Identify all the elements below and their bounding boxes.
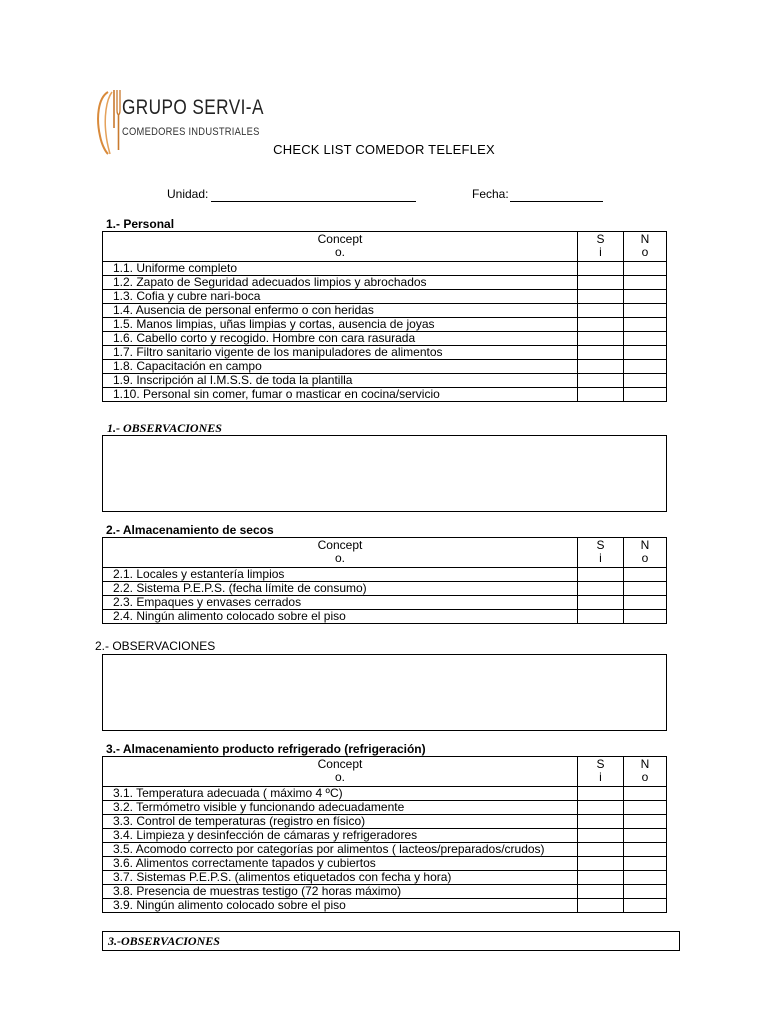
no-cell[interactable] bbox=[624, 290, 667, 304]
no-cell[interactable] bbox=[624, 388, 667, 402]
item-text: 1.6. Cabello corto y recogido. Hombre con cara rasurada bbox=[103, 332, 578, 346]
section-2-title: 2.- Almacenamiento de secos bbox=[106, 523, 274, 537]
table-row bbox=[103, 360, 667, 374]
table-row bbox=[103, 857, 667, 871]
no-cell[interactable] bbox=[624, 610, 667, 624]
si-cell[interactable] bbox=[578, 290, 624, 304]
table-row bbox=[103, 829, 667, 843]
table-row bbox=[103, 787, 667, 801]
si-cell[interactable] bbox=[578, 374, 624, 388]
no-cell[interactable] bbox=[624, 857, 667, 871]
table-row bbox=[103, 871, 667, 885]
no-cell[interactable] bbox=[624, 801, 667, 815]
item-text: 2.4. Ningún alimento colocado sobre el piso bbox=[103, 610, 578, 624]
no-cell[interactable] bbox=[624, 318, 667, 332]
item-text: 1.5. Manos limpias, uñas limpias y cortas, ausencia de joyas bbox=[103, 318, 578, 332]
table-row bbox=[103, 596, 667, 610]
si-cell[interactable] bbox=[578, 318, 624, 332]
table-row bbox=[103, 885, 667, 899]
section-3-observations-box[interactable] bbox=[102, 931, 680, 951]
section-2-table bbox=[102, 537, 667, 624]
item-text: 1.2. Zapato de Seguridad adecuados limpios y abrochados bbox=[103, 276, 578, 290]
logo-title: GRUPO SERVI-A bbox=[122, 96, 264, 119]
table-row bbox=[103, 568, 667, 582]
si-cell[interactable] bbox=[578, 829, 624, 843]
item-text: 1.7. Filtro sanitario vigente de los manipuladores de alimentos bbox=[103, 346, 578, 360]
item-text: 1.4. Ausencia de personal enfermo o con heridas bbox=[103, 304, 578, 318]
table-row bbox=[103, 843, 667, 857]
section-2-observations-label: 2.- OBSERVACIONES bbox=[95, 639, 216, 653]
item-text: 1.1. Uniforme completo bbox=[103, 262, 578, 276]
si-cell[interactable] bbox=[578, 346, 624, 360]
si-header: S i bbox=[578, 538, 624, 568]
no-cell[interactable] bbox=[624, 787, 667, 801]
section-1-table bbox=[102, 231, 667, 402]
table-row bbox=[103, 262, 667, 276]
table-row bbox=[103, 276, 667, 290]
table-row bbox=[103, 815, 667, 829]
no-cell[interactable] bbox=[624, 582, 667, 596]
concept-header: Concept o. bbox=[103, 757, 578, 787]
item-text: 1.10. Personal sin comer, fumar o masticar en cocina/servicio bbox=[103, 388, 578, 402]
si-cell[interactable] bbox=[578, 582, 624, 596]
no-header: N o bbox=[624, 232, 667, 262]
item-text: 3.6. Alimentos correctamente tapados y cubiertos bbox=[103, 857, 578, 871]
no-header: N o bbox=[624, 538, 667, 568]
table-header-row bbox=[103, 232, 667, 262]
si-cell[interactable] bbox=[578, 388, 624, 402]
item-text: 3.9. Ningún alimento colocado sobre el piso bbox=[103, 899, 578, 913]
item-text: 3.4. Limpieza y desinfección de cámaras y refrigeradores bbox=[103, 829, 578, 843]
table-row bbox=[103, 332, 667, 346]
document-title: CHECK LIST COMEDOR TELEFLEX bbox=[273, 142, 495, 157]
table-row bbox=[103, 318, 667, 332]
si-cell[interactable] bbox=[578, 610, 624, 624]
item-text: 2.1. Locales y estantería limpios bbox=[103, 568, 578, 582]
table-header-row bbox=[103, 538, 667, 568]
no-cell[interactable] bbox=[624, 346, 667, 360]
fecha-field[interactable] bbox=[510, 201, 603, 202]
table-row bbox=[103, 582, 667, 596]
si-cell[interactable] bbox=[578, 871, 624, 885]
no-cell[interactable] bbox=[624, 262, 667, 276]
si-cell[interactable] bbox=[578, 843, 624, 857]
si-cell[interactable] bbox=[578, 304, 624, 318]
table-row bbox=[103, 346, 667, 360]
item-text: 2.2. Sistema P.E.P.S. (fecha límite de consumo) bbox=[103, 582, 578, 596]
no-cell[interactable] bbox=[624, 815, 667, 829]
item-text: 3.8. Presencia de muestras testigo (72 horas máximo) bbox=[103, 885, 578, 899]
unidad-label: Unidad: bbox=[167, 187, 209, 201]
si-cell[interactable] bbox=[578, 787, 624, 801]
item-text: 3.2. Termómetro visible y funcionando adecuadamente bbox=[103, 801, 578, 815]
si-cell[interactable] bbox=[578, 360, 624, 374]
table-header-row bbox=[103, 757, 667, 787]
section-3-observations-label: 3.-OBSERVACIONES bbox=[108, 934, 220, 948]
item-text: 1.9. Inscripción al I.M.S.S. de toda la plantilla bbox=[103, 374, 578, 388]
section-1-title: 1.- Personal bbox=[106, 217, 175, 231]
no-cell[interactable] bbox=[624, 276, 667, 290]
no-header: N o bbox=[624, 757, 667, 787]
no-cell[interactable] bbox=[624, 829, 667, 843]
no-cell[interactable] bbox=[624, 885, 667, 899]
no-cell[interactable] bbox=[624, 360, 667, 374]
fecha-label: Fecha: bbox=[472, 187, 509, 201]
table-row bbox=[103, 290, 667, 304]
no-cell[interactable] bbox=[624, 374, 667, 388]
no-cell[interactable] bbox=[624, 568, 667, 582]
si-cell[interactable] bbox=[578, 899, 624, 913]
section-2-observations-box[interactable] bbox=[102, 654, 667, 731]
si-cell[interactable] bbox=[578, 815, 624, 829]
si-cell[interactable] bbox=[578, 857, 624, 871]
no-cell[interactable] bbox=[624, 304, 667, 318]
si-cell[interactable] bbox=[578, 332, 624, 346]
no-cell[interactable] bbox=[624, 332, 667, 346]
concept-header: Concept o. bbox=[103, 538, 578, 568]
si-header: S i bbox=[578, 757, 624, 787]
table-row bbox=[103, 899, 667, 913]
table-row bbox=[103, 374, 667, 388]
concept-header: Concept o. bbox=[103, 232, 578, 262]
table-row bbox=[103, 610, 667, 624]
si-cell[interactable] bbox=[578, 262, 624, 276]
no-cell[interactable] bbox=[624, 871, 667, 885]
si-header: S i bbox=[578, 232, 624, 262]
item-text: 3.3. Control de temperaturas (registro en físico) bbox=[103, 815, 578, 829]
si-cell[interactable] bbox=[578, 596, 624, 610]
section-3-title: 3.- Almacenamiento producto refrigerado (refrigeración) bbox=[106, 742, 426, 756]
table-row bbox=[103, 801, 667, 815]
si-cell[interactable] bbox=[578, 801, 624, 815]
item-text: 3.1. Temperatura adecuada ( máximo 4 ºC) bbox=[103, 787, 578, 801]
si-cell[interactable] bbox=[578, 276, 624, 290]
item-text: 3.7. Sistemas P.E.P.S. (alimentos etiquetados con fecha y hora) bbox=[103, 871, 578, 885]
section-3-table bbox=[102, 756, 667, 913]
item-text: 1.3. Cofia y cubre nari-boca bbox=[103, 290, 578, 304]
no-cell[interactable] bbox=[624, 596, 667, 610]
table-row bbox=[103, 388, 667, 402]
item-text: 1.8. Capacitación en campo bbox=[103, 360, 578, 374]
si-cell[interactable] bbox=[578, 568, 624, 582]
item-text: 2.3. Empaques y envases cerrados bbox=[103, 596, 578, 610]
item-text: 3.5. Acomodo correcto por categorías por alimentos ( lacteos/preparados/crudos) bbox=[103, 843, 578, 857]
section-1-observations-box[interactable] bbox=[102, 435, 667, 512]
table-row bbox=[103, 304, 667, 318]
no-cell[interactable] bbox=[624, 899, 667, 913]
no-cell[interactable] bbox=[624, 843, 667, 857]
section-1-observations-label: 1.- OBSERVACIONES bbox=[107, 421, 222, 435]
si-cell[interactable] bbox=[578, 885, 624, 899]
unidad-field[interactable] bbox=[211, 201, 416, 202]
logo-tagline: COMEDORES INDUSTRIALES bbox=[122, 126, 260, 138]
